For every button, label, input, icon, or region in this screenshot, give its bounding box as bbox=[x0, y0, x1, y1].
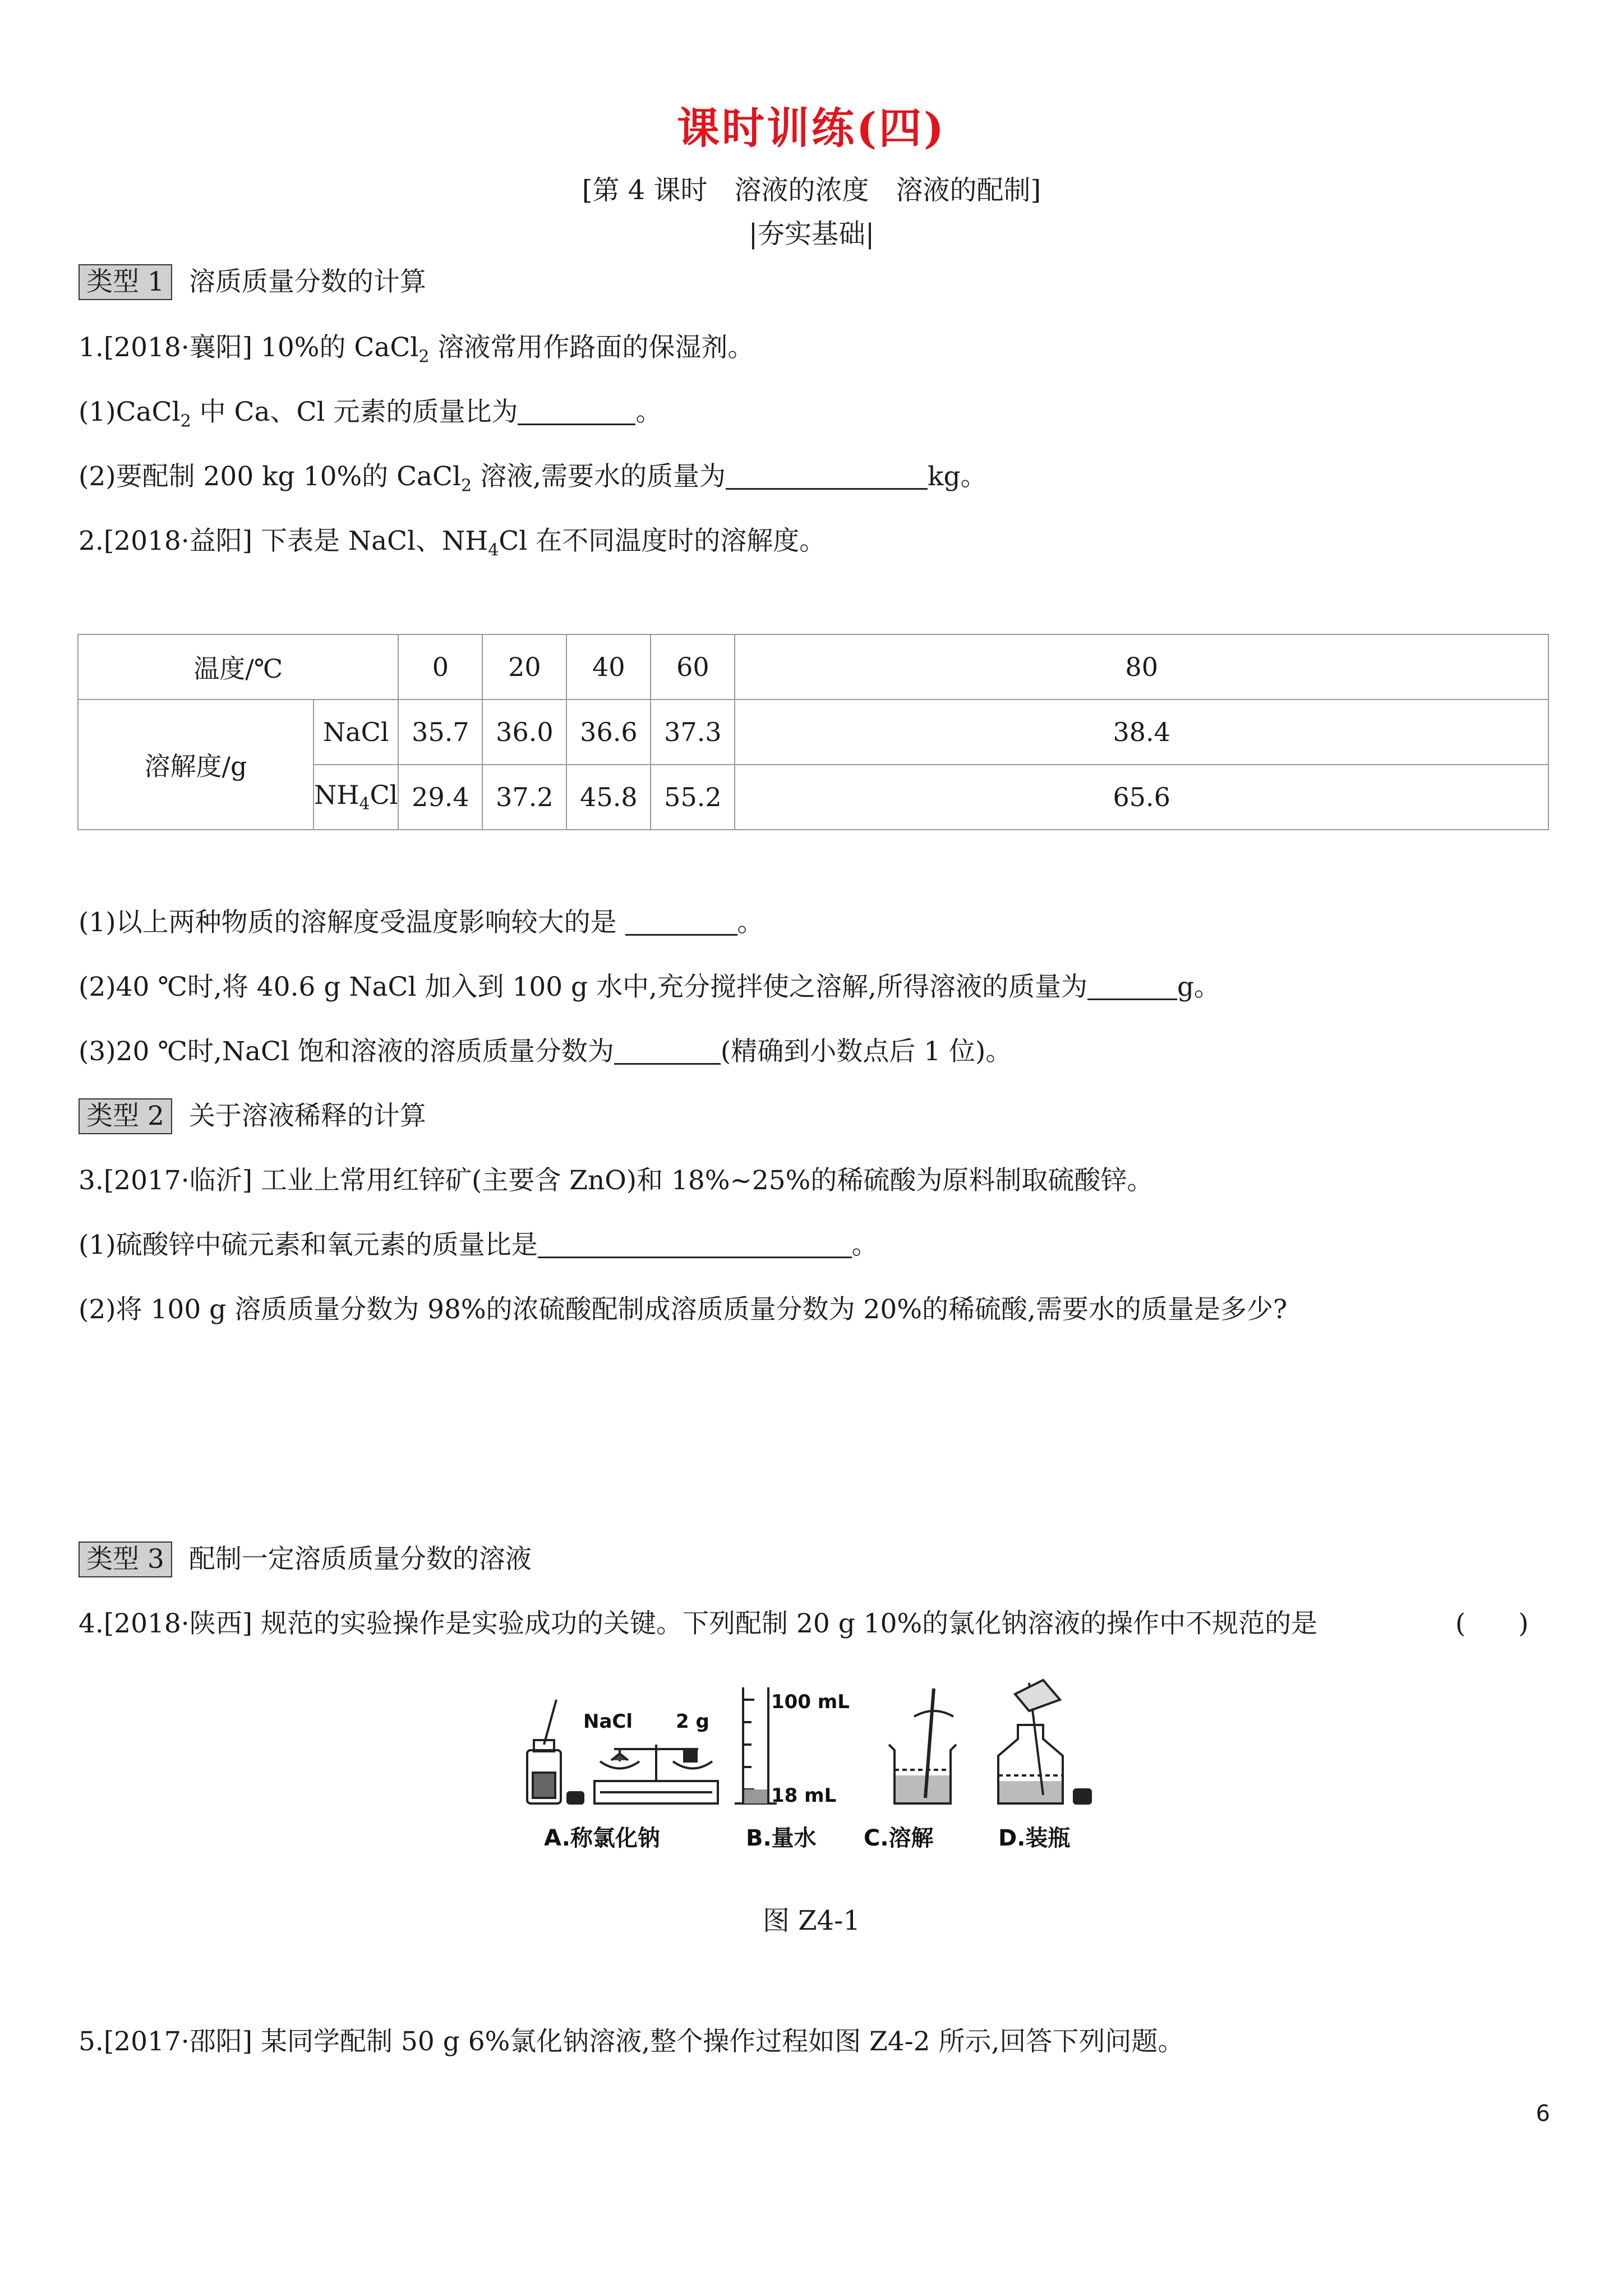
table-cell: 38.4 bbox=[735, 700, 1548, 765]
q1-p2-sub: 2 bbox=[461, 476, 472, 496]
q3-p1: (1)硫酸锌中硫元素和氧元素的质量比是 bbox=[79, 1230, 538, 1260]
q2-prefix: 2.[2018·益阳] 下表是 NaCl、NH bbox=[79, 526, 488, 556]
answer-blank[interactable] bbox=[538, 1228, 852, 1258]
q1-p1-b: 中 Ca、Cl 元素的质量比为 bbox=[191, 397, 518, 427]
question-1 bbox=[79, 328, 754, 376]
question-2 bbox=[79, 522, 826, 570]
q2-p3: (3)20 ℃时,NaCl 饱和溶液的溶质质量分数为 bbox=[79, 1036, 614, 1067]
temp-cell: 80 bbox=[735, 634, 1548, 700]
table-row bbox=[78, 700, 1548, 765]
temp-cell: 20 bbox=[482, 634, 566, 700]
type1-tag: 类型 1 bbox=[79, 264, 172, 300]
answer-blank[interactable] bbox=[726, 460, 928, 490]
caption-c: C.溶解 bbox=[864, 1825, 934, 1851]
question-2-part-3 bbox=[79, 1032, 1012, 1071]
figure-caption: 图 Z4-1 bbox=[763, 1905, 860, 1936]
table-cell: 36.0 bbox=[482, 700, 566, 765]
q2-suffix: Cl 在不同温度时的溶解度。 bbox=[499, 526, 826, 556]
nh4cl-sub: 4 bbox=[359, 794, 370, 815]
q2-p1-end: 。 bbox=[737, 907, 764, 938]
page-number: 6 bbox=[1536, 2101, 1550, 2127]
table-cell: 65.6 bbox=[735, 765, 1548, 830]
question-2-part-1 bbox=[79, 903, 764, 942]
table-cell: 45.8 bbox=[566, 765, 651, 830]
type2-tag: 类型 2 bbox=[79, 1098, 172, 1134]
caption-d: D.装瓶 bbox=[998, 1825, 1071, 1851]
q2-p2: (2)40 ℃时,将 40.6 g NaCl 加入到 100 g 水中,充分搅拌使之溶解,所得溶液的质量为 bbox=[79, 972, 1087, 1002]
answer-bracket[interactable]: ( ) bbox=[1455, 1608, 1529, 1639]
nacl-label: NaCl bbox=[313, 700, 398, 765]
nh4cl-label bbox=[313, 765, 398, 830]
lab-operations-figure bbox=[522, 1677, 1116, 1862]
temp-cell: 40 bbox=[566, 634, 651, 700]
question-1-part-1 bbox=[79, 393, 662, 441]
temp-cell: 60 bbox=[651, 634, 735, 700]
q1-suffix: 溶液常用作路面的保湿剂。 bbox=[429, 332, 754, 363]
label-2g: 2 g bbox=[676, 1710, 709, 1733]
type3-heading bbox=[79, 1540, 532, 1579]
nh4cl-b: Cl bbox=[370, 780, 398, 811]
table-cell: 29.4 bbox=[398, 765, 482, 830]
question-3-part-2: (2)将 100 g 溶质质量分数为 98%的浓硫酸配制成溶质质量分数为 20%的稀硫酸,需要水的质量是多少? bbox=[79, 1294, 1288, 1325]
q1-p2-a: (2)要配制 200 kg 10%的 CaCl bbox=[79, 461, 462, 492]
nh4cl-a: NH bbox=[314, 780, 359, 811]
beaker-icon bbox=[889, 1688, 956, 1803]
question-1-part-2 bbox=[79, 457, 987, 505]
reagent-bottle-icon bbox=[527, 1700, 561, 1803]
table-cell: 35.7 bbox=[398, 700, 482, 765]
label-100ml: 100 mL bbox=[771, 1691, 850, 1713]
q2-p2-end: g。 bbox=[1177, 972, 1221, 1002]
q2-sub: 4 bbox=[488, 540, 499, 560]
solubility-table bbox=[77, 634, 1549, 830]
graduated-cylinder-icon bbox=[735, 1687, 777, 1803]
type3-name: 配制一定溶质质量分数的溶液 bbox=[188, 1544, 532, 1575]
solubility-label: 溶解度/g bbox=[78, 700, 313, 830]
caption-a: A.称氯化钠 bbox=[544, 1825, 660, 1851]
label-18ml: 18 mL bbox=[771, 1784, 837, 1807]
q1-sub: 2 bbox=[418, 347, 430, 367]
caption-b: B.量水 bbox=[746, 1825, 817, 1851]
table-cell: 55.2 bbox=[651, 765, 735, 830]
lesson-subtitle: [第 4 课时 溶液的浓度 溶液的配制] bbox=[582, 174, 1041, 206]
table-cell: 36.6 bbox=[566, 700, 651, 765]
type2-heading bbox=[79, 1097, 426, 1136]
q1-p1-sub: 2 bbox=[180, 411, 191, 431]
temp-label: 温度/℃ bbox=[78, 634, 398, 700]
q1-p1-end: 。 bbox=[635, 397, 662, 427]
answer-blank[interactable] bbox=[614, 1035, 721, 1065]
type1-heading bbox=[79, 263, 426, 302]
answer-blank[interactable] bbox=[518, 395, 635, 425]
table-row bbox=[78, 634, 1548, 700]
question-2-part-2 bbox=[79, 968, 1220, 1007]
q3-p1-end: 。 bbox=[851, 1230, 878, 1260]
q1-p2-end: kg。 bbox=[928, 461, 987, 492]
bottle-cap-icon bbox=[568, 1792, 583, 1803]
type1-name: 溶质质量分数的计算 bbox=[188, 266, 426, 297]
q1-p1-a: (1)CaCl bbox=[79, 397, 181, 427]
answer-blank[interactable] bbox=[625, 906, 737, 936]
balance-icon bbox=[594, 1745, 718, 1803]
temp-cell: 0 bbox=[398, 634, 482, 700]
question-3-part-1 bbox=[79, 1226, 878, 1265]
question-4: 4.[2018·陕西] 规范的实验操作是实验成功的关键。下列配制 20 g 10%的氯化钠溶液的操作中不规范的是 bbox=[79, 1608, 1318, 1639]
answer-blank[interactable] bbox=[1087, 970, 1177, 1000]
table-cell: 37.3 bbox=[651, 700, 735, 765]
type2-name: 关于溶液稀释的计算 bbox=[188, 1101, 426, 1131]
q1-prefix: 1.[2018·襄阳] 10%的 CaCl bbox=[79, 332, 419, 363]
question-5: 5.[2017·邵阳] 某同学配制 50 g 6%氯化钠溶液,整个操作过程如图 Z4-2 所示,回答下列问题。 bbox=[79, 2026, 1184, 2057]
page-title: 课时训练(四) bbox=[677, 103, 946, 153]
q2-p3-end: (精确到小数点后 1 位)。 bbox=[720, 1036, 1012, 1067]
q2-p1: (1)以上两种物质的溶解度受温度影响较大的是 bbox=[79, 907, 625, 938]
table-cell: 37.2 bbox=[482, 765, 566, 830]
q1-p2-b: 溶液,需要水的质量为 bbox=[472, 461, 726, 492]
label-nacl: NaCl bbox=[583, 1710, 633, 1733]
filling-bottle-icon bbox=[998, 1680, 1091, 1803]
type3-tag: 类型 3 bbox=[79, 1542, 172, 1577]
section-label: |夯实基础| bbox=[748, 218, 875, 250]
question-3: 3.[2017·临沂] 工业上常用红锌矿(主要含 ZnO)和 18%~25%的稀硫酸为原料制取硫酸锌。 bbox=[79, 1165, 1154, 1196]
